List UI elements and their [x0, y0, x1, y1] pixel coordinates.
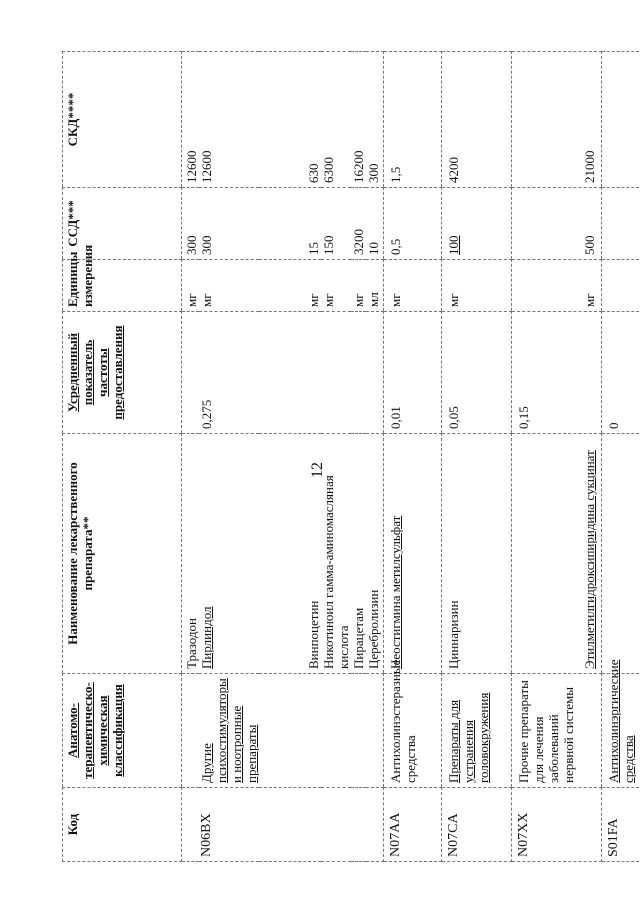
drug-table-rotated	[62, 52, 636, 862]
row-atc-text: Препараты для устранения головокружения	[446, 692, 491, 783]
drug-skd: 6300	[321, 52, 351, 188]
row-avg: 0,05	[442, 312, 512, 434]
row-code	[259, 788, 321, 862]
row-atc	[366, 674, 384, 788]
drug-ssd: 300	[199, 188, 259, 260]
header-skd: СКД****	[63, 52, 182, 188]
drug-ssd: 500	[512, 188, 602, 260]
row-atc	[259, 674, 321, 788]
row-code: N07XX	[512, 788, 602, 862]
row-atc: Антихолинэстеразные средства	[384, 674, 442, 788]
row-avg	[321, 312, 351, 434]
drug-skd: 300	[366, 52, 384, 188]
row-avg: 0,15	[512, 312, 602, 434]
drug-skd	[602, 52, 640, 188]
drug-ssd: 3200	[351, 188, 366, 260]
row-code	[321, 788, 351, 862]
drug-name: Никотиноил гамма-аминомасляная кислота	[321, 434, 351, 674]
drug-unit: мг	[321, 260, 351, 312]
drug-name: Циннаризин	[442, 434, 512, 674]
drug-skd: 1,5	[384, 52, 442, 188]
drug-ssd: 15	[259, 188, 321, 260]
row-atc: Прочие препараты для лечения заболеваний нервной системы	[512, 674, 602, 788]
drug-unit: мг	[512, 260, 602, 312]
drug-ssd-text: 100	[446, 235, 461, 255]
table-row	[442, 52, 512, 862]
row-code: N07CA	[442, 788, 512, 862]
table-row	[259, 52, 321, 862]
drug-unit: мг	[182, 260, 200, 312]
table-row	[321, 52, 351, 862]
row-avg: 0	[602, 312, 640, 434]
table-row	[602, 52, 640, 862]
drug-unit: мг	[384, 260, 442, 312]
row-atc	[442, 674, 512, 788]
row-code	[366, 788, 384, 862]
row-atc-text: Антихолинэргические средства	[606, 659, 636, 783]
row-atc	[351, 674, 366, 788]
row-atc	[602, 659, 640, 788]
drug-name	[199, 434, 259, 674]
drug-name: Пирацетам	[351, 434, 366, 674]
page-number: 12	[309, 462, 326, 478]
drug-name	[512, 434, 602, 674]
drug-unit: мг	[199, 260, 259, 312]
drug-ssd	[602, 188, 640, 260]
drug-unit: мл	[366, 260, 384, 312]
row-avg	[366, 312, 384, 434]
drug-ssd: 300	[182, 188, 200, 260]
table-row	[384, 52, 442, 862]
drug-unit: мг	[351, 260, 366, 312]
drug-skd: 12600	[199, 52, 259, 188]
table-row	[182, 52, 200, 862]
header-ssd: ССД***	[63, 188, 182, 260]
row-atc	[182, 674, 200, 788]
drug-unit: мг	[442, 260, 512, 312]
drug-skd: 16200	[351, 52, 366, 188]
row-atc	[321, 674, 351, 788]
row-code	[351, 788, 366, 862]
drug-name-text: Этилметилгидроксипиридина сукцинат	[582, 450, 597, 669]
drug-unit	[602, 260, 640, 312]
drug-skd: 12600	[182, 52, 200, 188]
drug-name	[602, 434, 640, 674]
row-avg	[351, 312, 366, 434]
table-row	[351, 52, 366, 862]
row-code	[182, 788, 200, 862]
table-row	[366, 52, 384, 862]
drug-skd: 4200	[442, 52, 512, 188]
row-atc	[199, 674, 259, 788]
drug-table	[62, 51, 640, 862]
drug-name: Церебролизин	[366, 434, 384, 674]
header-code: Код	[63, 788, 182, 862]
table-row	[512, 52, 602, 862]
row-avg	[259, 312, 321, 434]
header-avg	[63, 312, 182, 434]
drug-name	[384, 434, 442, 674]
header-unit: Единицы измерения	[63, 260, 182, 312]
row-atc-text: Другие психостимуляторы и ноотропные препараты	[199, 678, 259, 783]
header-atc-text: Анатомо-терапевтическо-химическая классификация	[65, 682, 125, 779]
drug-name-text: Пирлиндол	[199, 606, 214, 669]
drug-skd: 21000	[512, 52, 602, 188]
drug-name-text: Неостигмина метилсульфат	[388, 515, 403, 669]
drug-skd: 630	[259, 52, 321, 188]
header-atc	[63, 674, 182, 788]
header-row	[63, 52, 182, 862]
drug-ssd: 0,5	[384, 188, 442, 260]
row-code: S01FA	[602, 788, 640, 862]
row-avg: 0,01	[384, 312, 442, 434]
row-avg: 0,275	[199, 312, 259, 434]
drug-name: Винпоцетин	[259, 434, 321, 674]
row-avg	[182, 312, 200, 434]
row-code: N07AA	[384, 788, 442, 862]
row-code: N06BX	[199, 788, 259, 862]
drug-ssd: 150	[321, 188, 351, 260]
drug-ssd: 10	[366, 188, 384, 260]
header-name: Наименование лекарственного препарата**	[63, 434, 182, 674]
header-avg-text: Усредненный показатель частоты предоставления	[65, 325, 125, 420]
drug-name: Тразодон	[182, 434, 200, 674]
table-row	[199, 52, 259, 862]
drug-unit: мг	[259, 260, 321, 312]
drug-ssd	[442, 188, 512, 260]
